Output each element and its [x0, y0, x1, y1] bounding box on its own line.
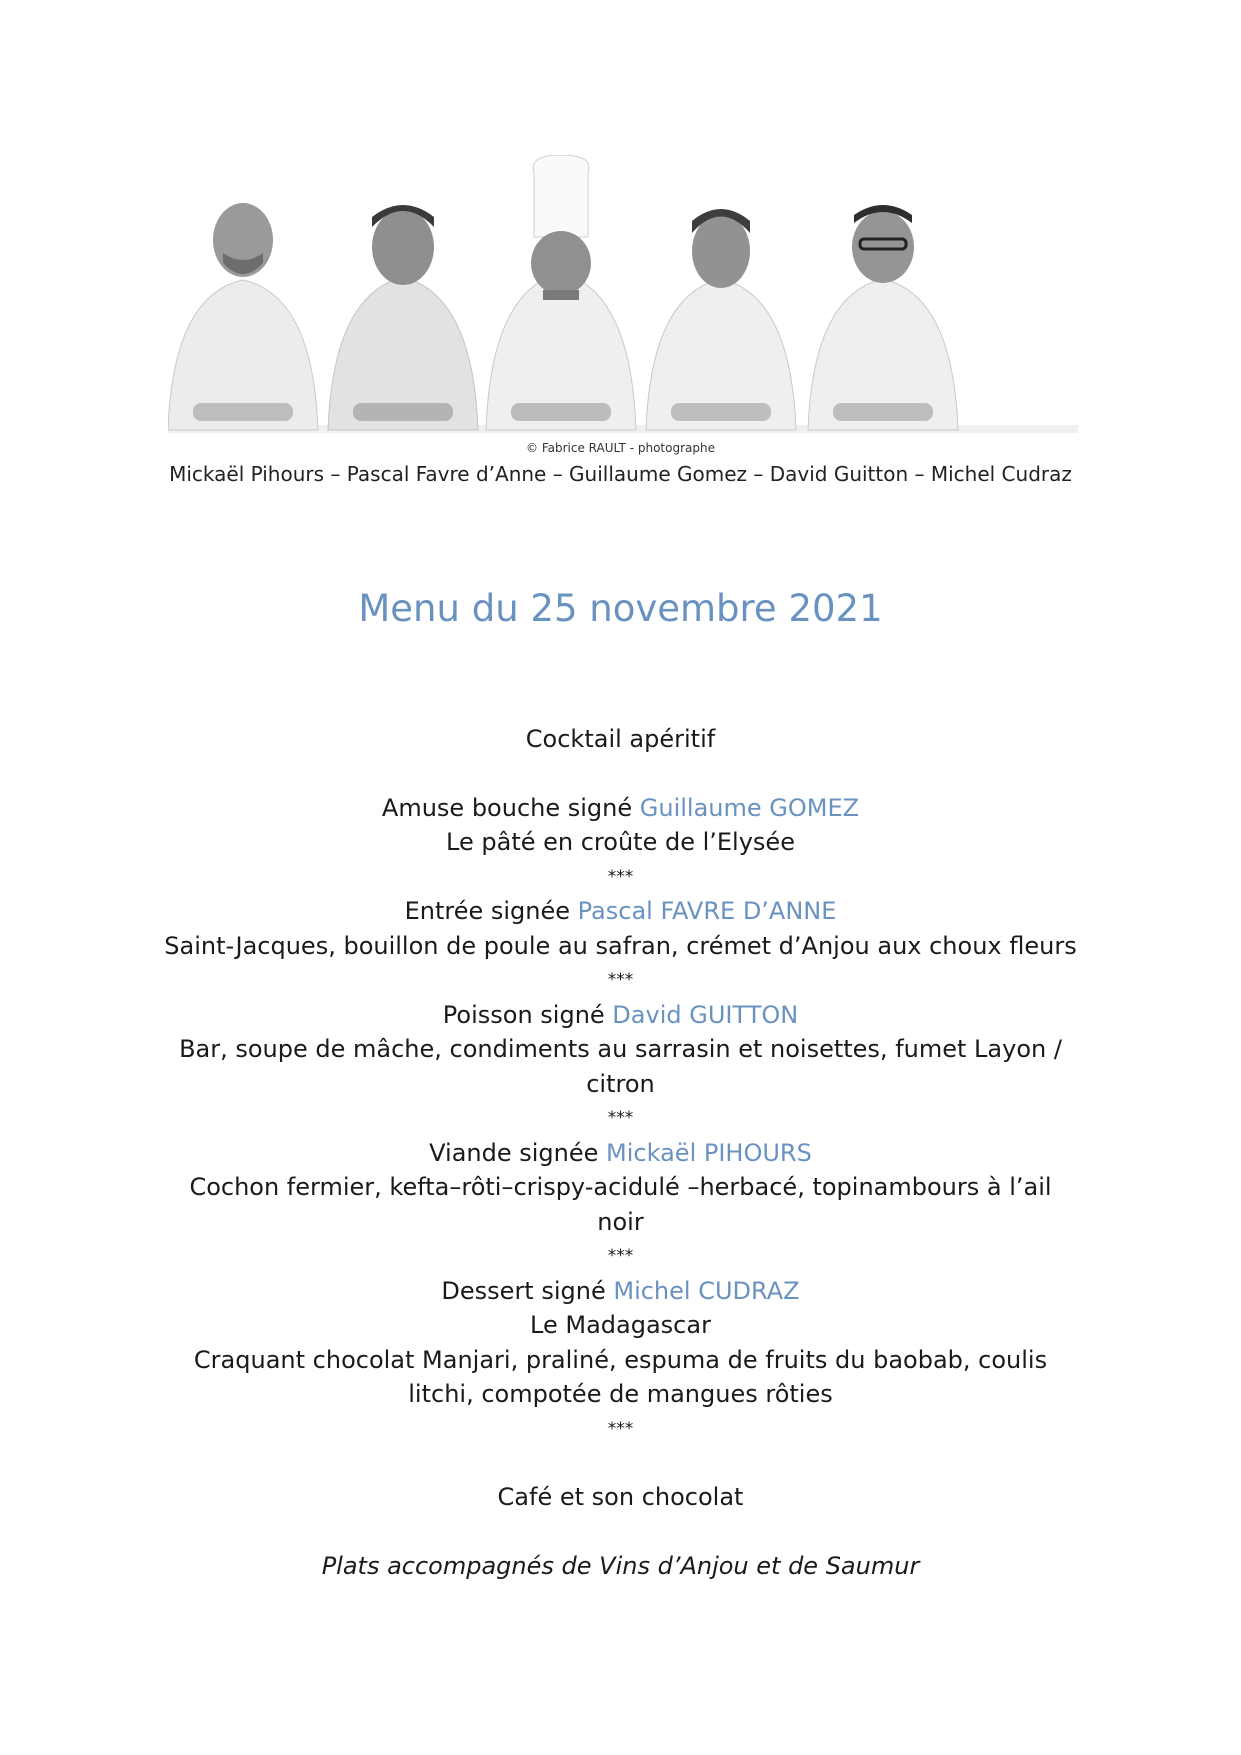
menu-list: [150, 722, 1091, 1583]
course-heading: Entrée signée Pascal FAVRE D’ANNE: [404, 897, 837, 925]
dish-line: citron: [586, 1069, 655, 1098]
menu-title: Menu du 25 novembre 2021: [358, 586, 883, 630]
separator: ***: [607, 1418, 634, 1439]
separator: ***: [607, 1246, 634, 1266]
chef-name: Guillaume GOMEZ: [639, 793, 860, 822]
chef-name: Pascal FAVRE D’ANNE: [577, 897, 837, 925]
separator: ***: [607, 866, 634, 887]
aperitif: Cocktail apéritif: [525, 725, 716, 753]
chef-portrait: [328, 205, 478, 430]
chef-portrait: [486, 155, 636, 430]
photo-credit: © Fabrice RAULT - photographe: [526, 441, 715, 455]
separator: ***: [607, 1108, 634, 1128]
coffee: Café et son chocolat: [497, 1483, 744, 1511]
chef-name: David GUITTON: [612, 1000, 799, 1029]
chef-portrait: [646, 209, 796, 430]
dish-line: litchi, compotée de mangues rôties: [408, 1380, 833, 1408]
wine-note: Plats accompagnés de Vins d’Anjou et de Saumur: [321, 1551, 920, 1580]
chef-name: Mickaël PIHOURS: [606, 1138, 812, 1167]
course-heading: Viande signée Mickaël PIHOURS: [429, 1138, 812, 1167]
dish-line: noir: [597, 1207, 644, 1236]
dish-line: Craquant chocolat Manjari, praliné, espuma de fruits du baobab, coulis: [193, 1345, 1048, 1374]
dish-line: Le Madagascar: [530, 1311, 711, 1339]
dish-line: Saint-Jacques, bouillon de poule au safran, crémet d’Anjou aux choux fleurs: [164, 931, 1077, 960]
course-heading: Dessert signé Michel CUDRAZ: [441, 1276, 800, 1305]
chef-names: Mickaël Pihours – Pascal Favre d’Anne – Guillaume Gomez – David Guitton – Michel Cudraz: [169, 462, 1072, 486]
course-heading: Amuse bouche signé Guillaume GOMEZ: [381, 793, 860, 822]
chef-portrait: [168, 203, 318, 430]
course-heading: Poisson signé David GUITTON: [442, 1000, 799, 1029]
dish-line: Le pâté en croûte de l’Elysée: [446, 828, 795, 856]
dish-line: Cochon fermier, kefta–rôti–crispy-acidulé –herbacé, topinambours à l’ail: [189, 1173, 1052, 1201]
chef-name: Michel CUDRAZ: [613, 1276, 800, 1305]
chef-portrait: [808, 205, 958, 430]
separator: ***: [607, 970, 634, 990]
dish-line: Bar, soupe de mâche, condiments au sarrasin et noisettes, fumet Layon /: [179, 1035, 1062, 1063]
chefs-photo: [168, 155, 1078, 433]
